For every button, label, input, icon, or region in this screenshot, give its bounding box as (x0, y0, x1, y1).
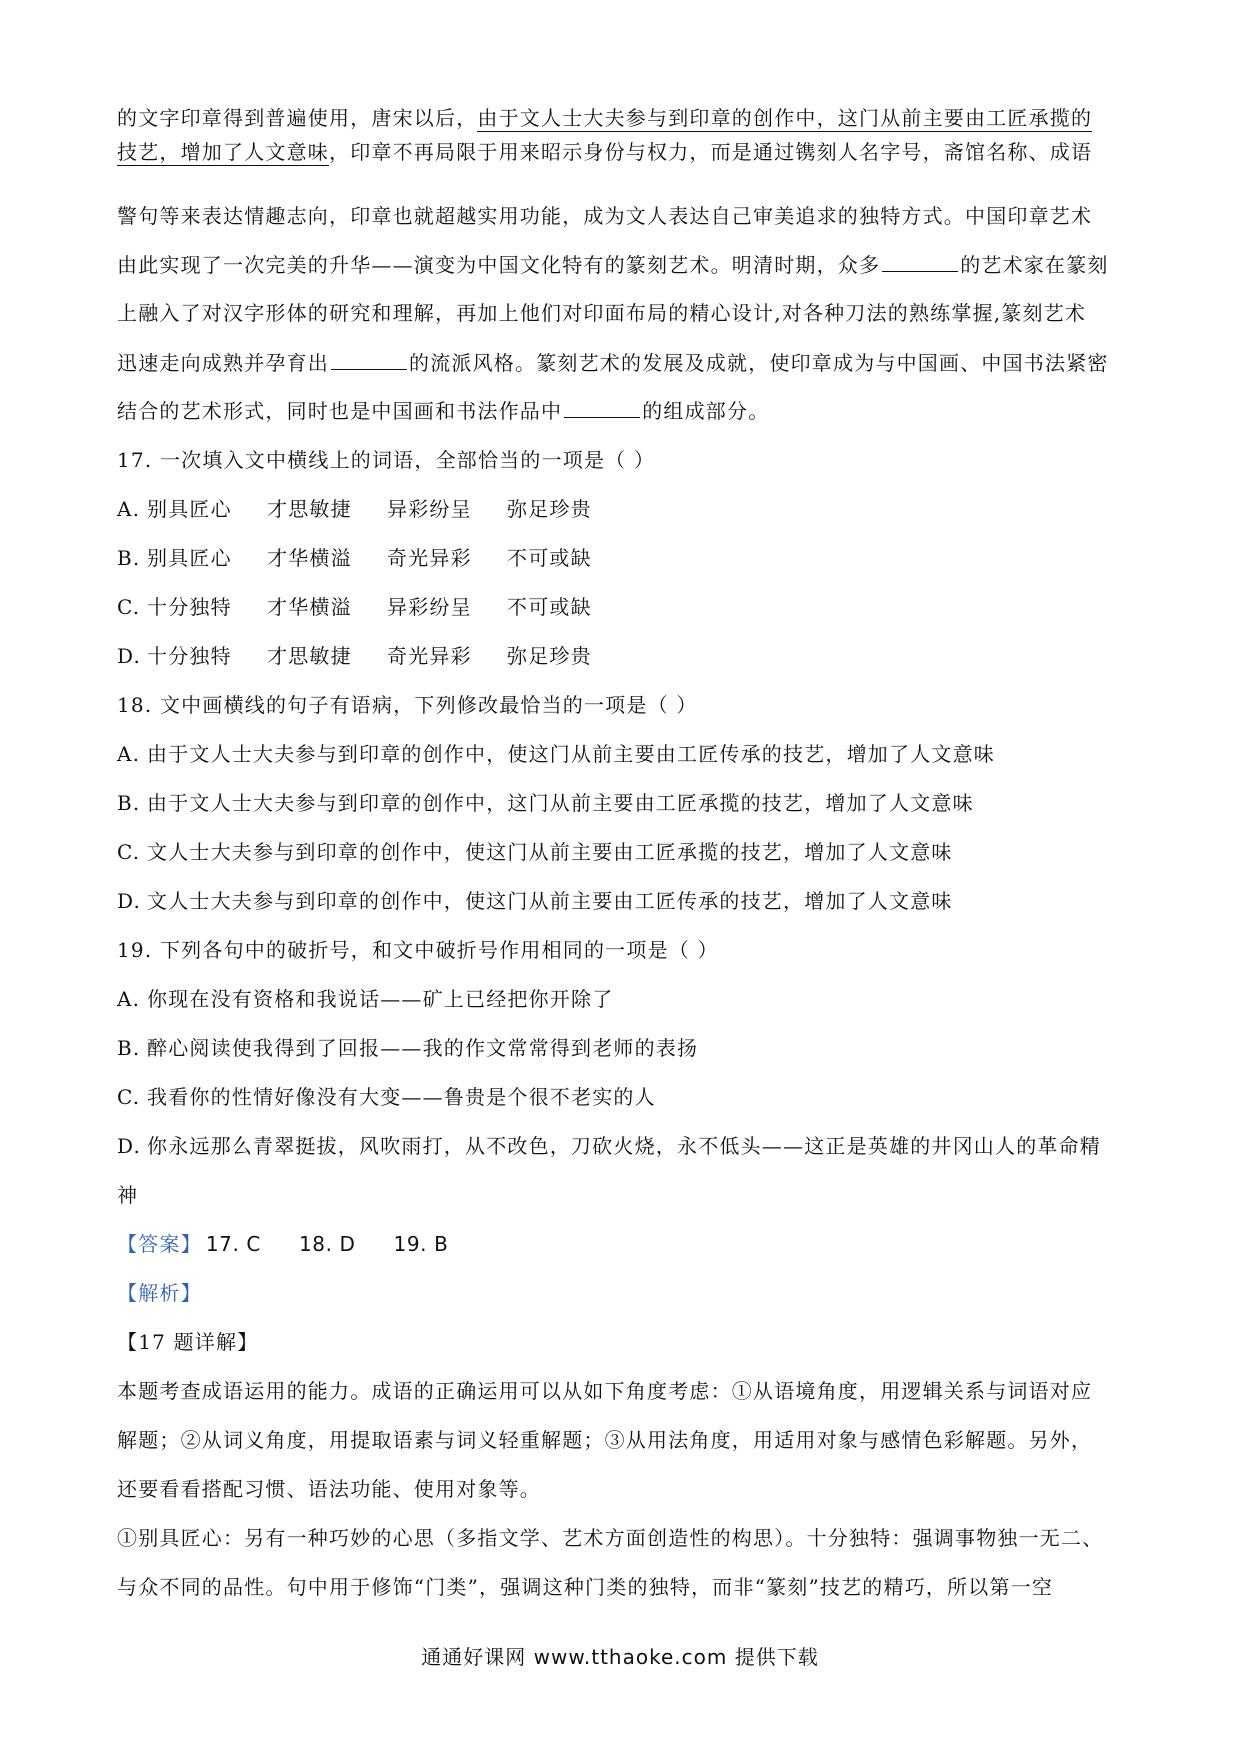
passage-text: 的文字印章得到普遍使用，唐宋以后， (117, 106, 478, 130)
passage-text: 警句等来表达情趣志向，印章也就超越实用功能，成为文人表达自己审美追求的独特方式。中国印章艺术 (117, 204, 1093, 228)
analysis-paragraph-line-5: 与众不同的品性。句中用于修饰“门类”，强调这种门类的独特，而非“篆刻”技艺的精巧，所以第一空 (117, 1575, 1054, 1599)
passage-text: 结合的艺术形式，同时也是中国画和书法作品中 (117, 399, 563, 423)
question-18-stem: 18. 文中画横线的句子有语病，下列修改最恰当的一项是（ ） (117, 693, 698, 717)
passage-line-6 (117, 349, 1109, 377)
passage-text: ，印章不再局限于用来昭示身份与权力，而是通过镌刻人名字号，斋馆名称、成语 (329, 140, 1093, 164)
answer-19: 19. B (393, 1232, 449, 1256)
q18-option-b: B. 由于文人士大夫参与到印章的创作中，这门从前主要由工匠承揽的技艺，增加了人文意味 (117, 791, 974, 815)
q18-option-a: A. 由于文人士大夫参与到印章的创作中，使这门从前主要由工匠传承的技艺，增加了人文意味 (117, 742, 995, 766)
passage-line-2 (117, 138, 1092, 166)
answer-17: 17. C (205, 1232, 261, 1256)
passage-text: 迅速走向成熟并孕育出 (117, 351, 329, 375)
analysis-paragraph-line-1: 本题考查成语运用的能力。成语的正确运用可以从如下角度考虑：①从语境角度，用逻辑关系与词语对应 (117, 1379, 1093, 1403)
answer-line (117, 1230, 486, 1258)
question-19-stem: 19. 下列各句中的破折号，和文中破折号作用相同的一项是（ ） (117, 938, 719, 962)
q17-option-d: D. 十分独特 才思敏捷 奇光异彩 弥足珍贵 (117, 644, 592, 668)
question-17-stem: 17. 一次填入文中横线上的词语，全部恰当的一项是（ ） (117, 448, 656, 472)
underlined-sentence: 技艺，增加了人文意味 (117, 140, 329, 164)
q17-option-b: B. 别具匠心 才华横溢 奇光异彩 不可或缺 (117, 546, 592, 570)
q18-option-d: D. 文人士大夫参与到印章的创作中，使这门从前主要由工匠传承的技艺，增加了人文意味 (117, 889, 953, 913)
fill-blank-2 (331, 351, 407, 370)
answer-18: 18. D (298, 1232, 356, 1256)
underlined-sentence: 由于文人士大夫参与到印章的创作中，这门从前主要由工匠承揽的 (477, 106, 1093, 130)
passage-text: 的流派风格。篆刻艺术的发展及成就，使印章成为与中国画、中国书法紧密 (409, 351, 1109, 375)
answer-tag: 【答案】 (117, 1232, 202, 1256)
passage-line-1 (117, 104, 1092, 132)
fill-blank-1 (882, 253, 958, 272)
analysis-paragraph-line-2: 解题；②从词义角度，用提取语素与词义轻重解题；③从用法角度，用适用对象与感情色彩解题。另外， (117, 1428, 1093, 1452)
passage-line-4 (117, 251, 1109, 279)
q19-option-c: C. 我看你的性情好像没有大变——鲁贵是个很不老实的人 (117, 1085, 656, 1109)
passage-text: 的组成部分。 (642, 399, 770, 423)
passage-line-5 (117, 299, 1086, 327)
analysis-paragraph-line-4: ①别具匠心：另有一种巧妙的心思（多指文学、艺术方面创造性的构思）。十分独特：强调事物独一无二、 (117, 1526, 1104, 1550)
q19-option-b: B. 醉心阅读使我得到了回报——我的作文常常得到老师的表扬 (117, 1036, 699, 1060)
q17-detail-heading: 【17 题详解】 (117, 1330, 259, 1354)
analysis-tag: 【解析】 (117, 1281, 202, 1305)
passage-line-7 (117, 397, 769, 425)
q19-option-a: A. 你现在没有资格和我说话——矿上已经把你开除了 (117, 987, 614, 1011)
passage-text: 上融入了对汉字形体的研究和理解，再加上他们对印面布局的精心设计,对各种刀法的熟练掌握,篆刻艺术 (117, 301, 1087, 325)
q17-option-c: C. 十分独特 才华横溢 异彩纷呈 不可或缺 (117, 595, 592, 619)
page-footer: 通通好课网 www.tthaoke.com 提供下载 (421, 1645, 819, 1669)
q18-option-c: C. 文人士大夫参与到印章的创作中，使这门从前主要由工匠承揽的技艺，增加了人文意味 (117, 840, 953, 864)
q17-option-a: A. 别具匠心 才思敏捷 异彩纷呈 弥足珍贵 (117, 497, 592, 521)
q19-option-d-continued: 神 (117, 1183, 139, 1207)
passage-line-3 (117, 202, 1092, 230)
analysis-paragraph-line-3: 还要看看搭配习惯、语法功能、使用对象等。 (117, 1477, 541, 1501)
q19-option-d: D. 你永远那么青翠挺拔，风吹雨打，从不改色，刀砍火烧，永不低头——这正是英雄的井冈山人的革命精 (117, 1134, 1101, 1158)
analysis-tag-line (117, 1279, 202, 1307)
passage-text: 由此实现了一次完美的升华——演变为中国文化特有的篆刻艺术。明清时期，众多 (117, 253, 881, 277)
passage-text: 的艺术家在篆刻 (960, 253, 1109, 277)
fill-blank-3 (564, 399, 640, 418)
